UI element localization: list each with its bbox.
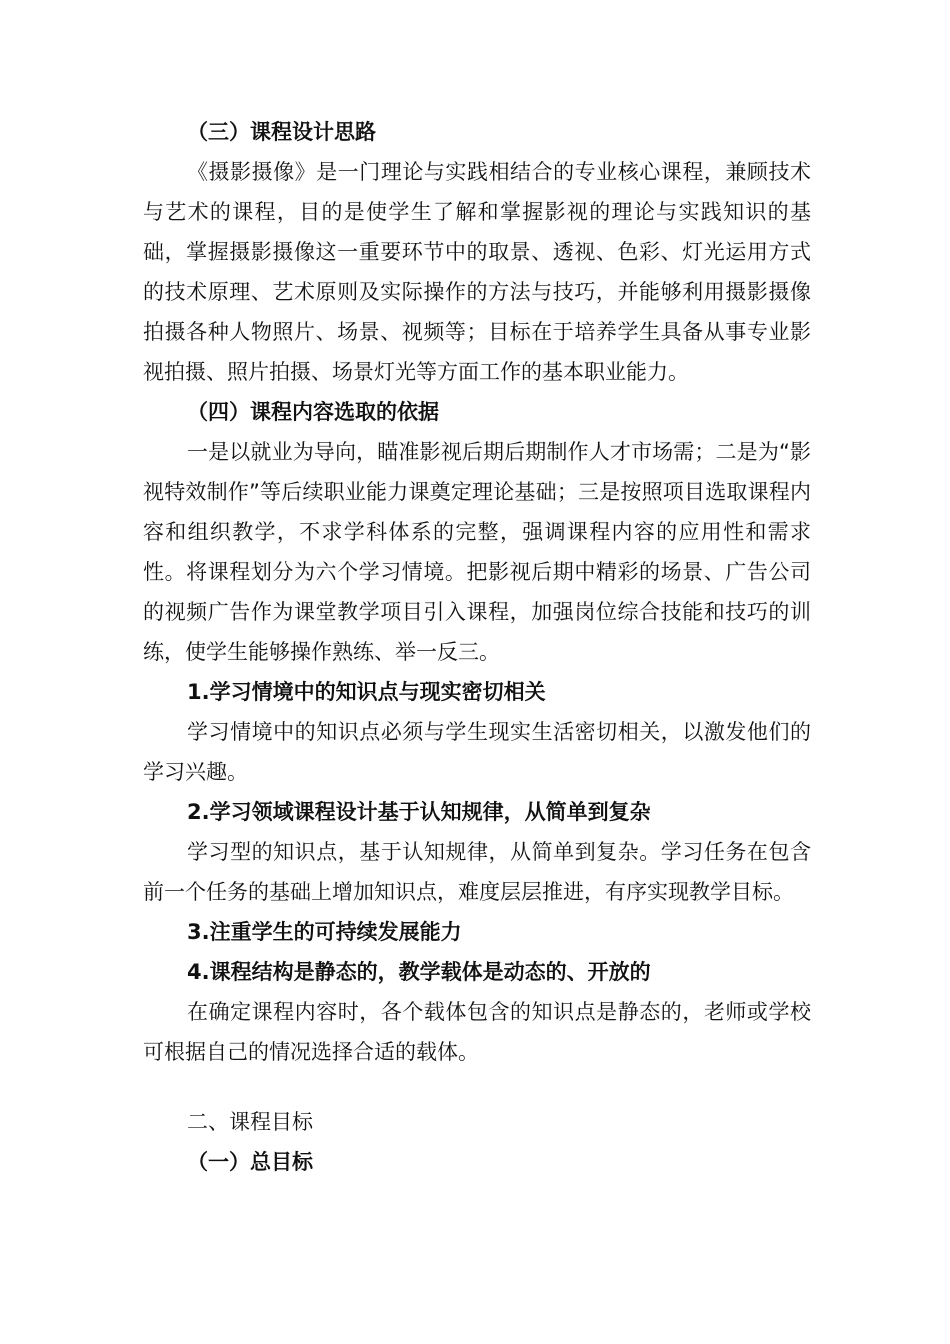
section-heading-content-basis: （四）课程内容选取的依据	[187, 400, 439, 424]
spacer	[143, 1072, 811, 1102]
item-paragraph-1: 学习情境中的知识点必须与学生现实生活密切相关，以激发他们的学习兴趣。	[143, 720, 811, 784]
chapter-heading-course-goals: 二、课程目标	[187, 1110, 313, 1134]
item-heading-2: 2.学习领域课程设计基于认知规律，从简单到复杂	[187, 800, 651, 824]
paragraph-course-design: 《摄影摄像》是一门理论与实践相结合的专业核心课程，兼顾技术与艺术的课程，目的是使学生了解和掌握影视的理论与实践知识的基础，掌握摄影摄像这一重要环节中的取景、透视、色彩、灯光运用方式的技术原理、艺术原则及实际操作的方法与技巧，并能够利用摄影摄像拍摄各种人物照片、场景、视频等；目标在于培养学生具备从事专业影视拍摄、照片拍摄、场景灯光等方面工作的基本职业能力。	[143, 160, 811, 384]
section-heading-overall-goal: （一）总目标	[187, 1150, 313, 1174]
item-heading-1: 1.学习情境中的知识点与现实密切相关	[187, 680, 546, 704]
item-paragraph-2: 学习型的知识点，基于认知规律，从简单到复杂。学习任务在包含前一个任务的基础上增加知识点，难度层层推进，有序实现教学目标。	[143, 840, 811, 904]
item-paragraph-4: 在确定课程内容时，各个载体包含的知识点是静态的，老师或学校可根据自己的情况选择合适的载体。	[143, 1000, 811, 1064]
document-page	[143, 112, 811, 1182]
paragraph-content-basis: 一是以就业为导向，瞄准影视后期后期制作人才市场需；二是为“影视特效制作”等后续职业能力课奠定理论基础；三是按照项目选取课程内容和组织教学，不求学科体系的完整，强调课程内容的应用性和需求性。将课程划分为六个学习情境。把影视后期中精彩的场景、广告公司的视频广告作为课堂教学项目引入课程，加强岗位综合技能和技巧的训练，使学生能够操作熟练、举一反三。	[143, 440, 811, 664]
item-heading-4: 4.课程结构是静态的，教学载体是动态的、开放的	[187, 960, 651, 984]
section-heading-course-design: （三）课程设计思路	[187, 120, 376, 144]
item-heading-3: 3.注重学生的可持续发展能力	[187, 920, 462, 944]
